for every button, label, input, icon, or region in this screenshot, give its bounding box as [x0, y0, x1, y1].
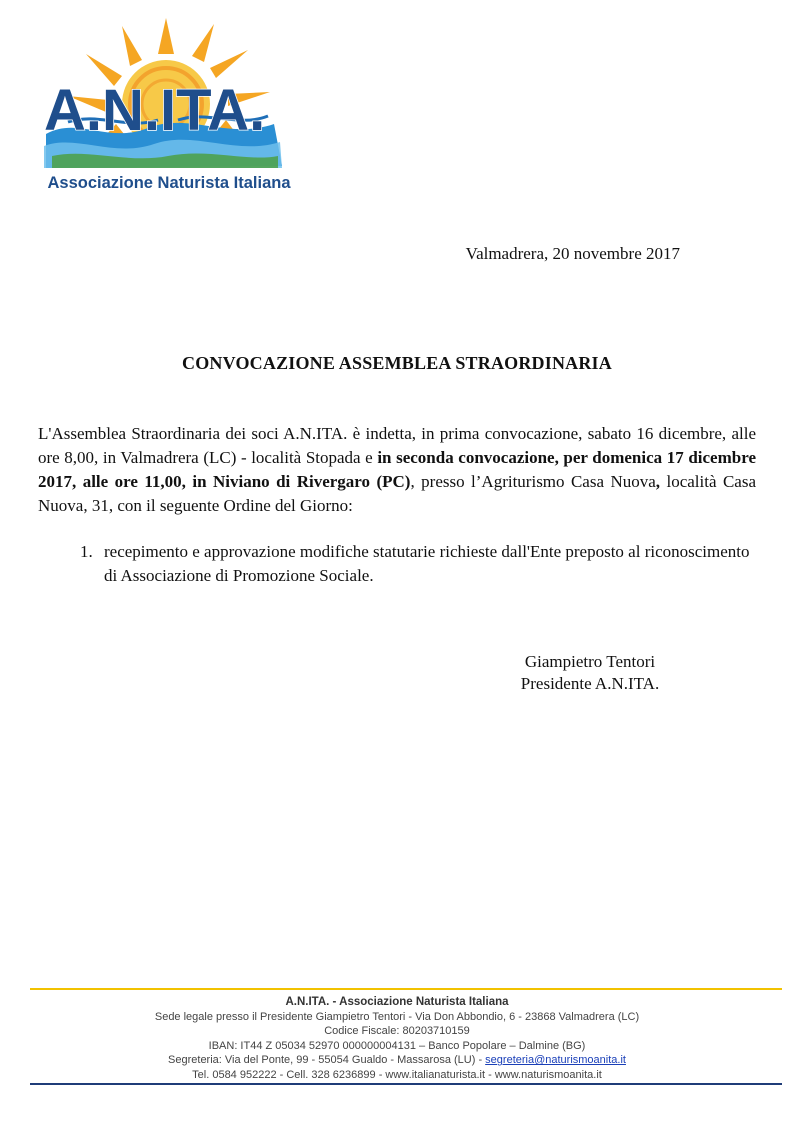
anita-logo: [38, 16, 300, 194]
signature: [500, 651, 680, 695]
footer-iban: IBAN: IT44 Z 05034 52970 000000004131 – Banco Popolare – Dalmine (BG): [208, 1039, 586, 1052]
body-text-1: L'Assemblea Straordinaria dei soci A.N.ITA. è indetta, in prima convocazione, sabato 16 dicembre, alle ore 8,00, in Valmadrera (LC) - località Stopada e: [38, 424, 756, 467]
body-text-3: località Casa Nuova, 31, con il seguente Ordine del Giorno:: [38, 472, 756, 515]
body-bold-convocation: in seconda convocazione, per domenica 17 dicembre 2017, alle ore 11,00, in Niviano di Rivergaro (PC): [38, 448, 756, 491]
letter-body: [38, 422, 756, 518]
footer-fiscal: Codice Fiscale: 80203710159: [324, 1025, 470, 1038]
letter-date: Valmadrera, 20 novembre 2017: [465, 244, 680, 263]
footer-secretariat: [0, 1053, 794, 1068]
letter-title: CONVOCAZIONE ASSEMBLEA STRAORDINARIA: [182, 353, 612, 373]
footer: [0, 995, 794, 1083]
footer-secretariat-text: Segreteria: Via del Ponte, 99 - 55054 Gualdo - Massarosa (LU) -: [168, 1054, 486, 1067]
footer-address: Sede legale presso il Presidente Giampietro Tentori - Via Don Abbondio, 6 - 23868 Valmadrera (LC): [154, 1010, 640, 1023]
agenda-item-text: recepimento e approvazione modifiche statutarie richieste dall'Ente preposto al riconoscimento di Associazione di Promozione Sociale.: [104, 542, 750, 585]
footer-email-link[interactable]: segreteria@naturismoanita.it: [485, 1054, 626, 1067]
footer-org: A.N.ITA. - Associazione Naturista Italiana: [285, 996, 509, 1008]
footer-divider-top: [30, 988, 782, 990]
footer-divider-bottom: [30, 1083, 782, 1085]
agenda-item-number: 1.: [80, 542, 93, 561]
agenda-item: [80, 540, 756, 588]
signature-role: Presidente A.N.ITA.: [520, 674, 660, 693]
svg-text:A.N.ITA.: A.N.ITA.: [44, 78, 266, 143]
footer-contacts: Tel. 0584 952222 - Cell. 328 6236899 - www.italianaturista.it - www.naturismoanita.it: [192, 1068, 602, 1081]
body-bold-comma: ,: [655, 472, 661, 491]
wordmark: [38, 16, 300, 176]
logo-caption: Associazione Naturista Italiana: [47, 174, 291, 192]
body-text-2: , presso l’Agriturismo Casa Nuova: [410, 472, 656, 491]
signature-name: Giampietro Tentori: [524, 652, 656, 671]
